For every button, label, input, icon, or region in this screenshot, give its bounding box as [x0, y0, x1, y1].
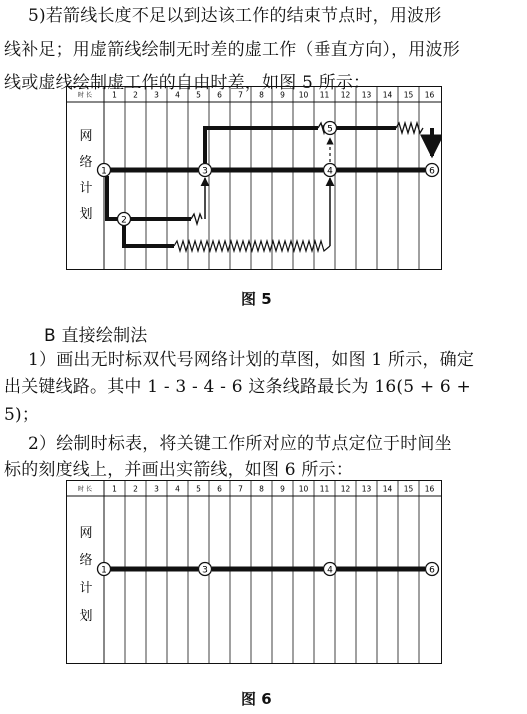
column-header-number: 7 — [238, 90, 243, 100]
paragraph-line: 标的刻度线上，并画出实箭线，如图 6 所示： — [4, 460, 354, 480]
figure-6-network-diagram — [66, 480, 442, 664]
section-heading: B 直接绘制法 — [44, 326, 148, 346]
svg-text:1: 1 — [101, 166, 107, 177]
column-header-number: 2 — [133, 484, 138, 494]
figure-5-network-diagram — [66, 86, 442, 270]
paragraph-line: 1）画出无时标双代号网络计划的草图，如图 1 所示，确定 — [28, 350, 475, 370]
svg-text:6: 6 — [429, 565, 435, 576]
column-header-number: 7 — [238, 484, 243, 494]
column-header-number: 8 — [259, 90, 264, 100]
row-label-char: 络 — [79, 553, 93, 568]
arrow-1-2 — [107, 176, 118, 219]
node-4 — [324, 164, 337, 177]
column-header-number: 10 — [298, 484, 309, 494]
svg-text:1: 1 — [101, 565, 107, 576]
svg-text:4: 4 — [327, 565, 333, 576]
row-label-char: 计 — [79, 581, 93, 596]
figure-5-caption: 图 5 — [241, 290, 272, 308]
column-header-number: 1 — [112, 484, 117, 494]
corner-label: 时 长 — [78, 92, 92, 99]
column-header-number: 9 — [280, 484, 285, 494]
svg-text:5: 5 — [327, 124, 333, 135]
corner-label: 时 长 — [78, 486, 92, 493]
column-header-number: 3 — [154, 484, 159, 494]
column-header-number: 1 — [112, 90, 117, 100]
wavy-line — [174, 241, 330, 251]
paragraph-line: 5)若箭线长度不足以到达该工作的结束节点时，用波形 — [28, 6, 442, 26]
column-header-number: 6 — [217, 90, 222, 100]
column-header-number: 10 — [298, 90, 309, 100]
svg-text:2: 2 — [121, 215, 127, 226]
grid-border — [67, 481, 442, 664]
node-1 — [98, 563, 111, 576]
column-header-number: 6 — [217, 484, 222, 494]
column-header-number: 5 — [196, 90, 201, 100]
column-header-number: 12 — [340, 90, 351, 100]
column-header-number: 15 — [403, 90, 414, 100]
row-labels — [79, 129, 92, 222]
column-header-number: 5 — [196, 484, 201, 494]
column-header-number: 4 — [175, 484, 180, 494]
column-header-number: 15 — [403, 484, 414, 494]
column-header-number: 11 — [319, 484, 330, 494]
svg-text:3: 3 — [202, 166, 208, 177]
row-label-char: 网 — [79, 129, 93, 144]
row-label-char: 网 — [79, 526, 93, 541]
column-header-number: 2 — [133, 90, 138, 100]
node-3 — [199, 563, 212, 576]
figure-6-caption: 图 6 — [241, 690, 272, 708]
row-label-char: 划 — [79, 207, 93, 222]
column-header-number: 14 — [382, 90, 393, 100]
arrow-3-5 — [205, 128, 318, 163]
node-6 — [426, 563, 439, 576]
wavy-line — [191, 214, 202, 224]
paragraph-line: 线补足；用虚箭线绘制无时差的虚工作（垂直方向），用波形 — [4, 40, 460, 60]
column-header-number: 4 — [175, 90, 180, 100]
column-header-number: 13 — [361, 90, 372, 100]
node-3 — [199, 164, 212, 177]
arrow-2-4 — [124, 225, 174, 246]
paragraph-line: 2）绘制时标表，将关键工作所对应的节点定位于时间坐 — [28, 434, 452, 454]
column-header-number: 12 — [340, 484, 351, 494]
svg-text:3: 3 — [202, 565, 208, 576]
column-header-number: 9 — [280, 90, 285, 100]
node-4 — [324, 563, 337, 576]
column-header-number: 13 — [361, 484, 372, 494]
column-header-number: 11 — [319, 90, 330, 100]
svg-text:4: 4 — [327, 166, 333, 177]
node-5 — [324, 122, 337, 135]
row-labels — [79, 526, 92, 624]
column-header-number: 16 — [424, 90, 435, 100]
node-6 — [426, 164, 439, 177]
node-1 — [98, 164, 111, 177]
paragraph-line: 出关键线路。其中 1 - 3 - 4 - 6 这条线路最长为 16(5 + 6 + — [4, 377, 471, 397]
row-label-char: 计 — [79, 181, 93, 196]
svg-text:6: 6 — [429, 166, 435, 177]
node-2 — [118, 213, 131, 226]
column-header-number: 8 — [259, 484, 264, 494]
column-header-number: 16 — [424, 484, 435, 494]
column-header-number: 14 — [382, 484, 393, 494]
row-label-char: 络 — [79, 155, 93, 170]
row-label-char: 划 — [79, 609, 93, 624]
column-header-number: 3 — [154, 90, 159, 100]
paragraph-line: 5)； — [4, 405, 40, 425]
paragraph-line: 线或虚线绘制虚工作的自由时差，如图 5 所示： — [4, 73, 371, 93]
